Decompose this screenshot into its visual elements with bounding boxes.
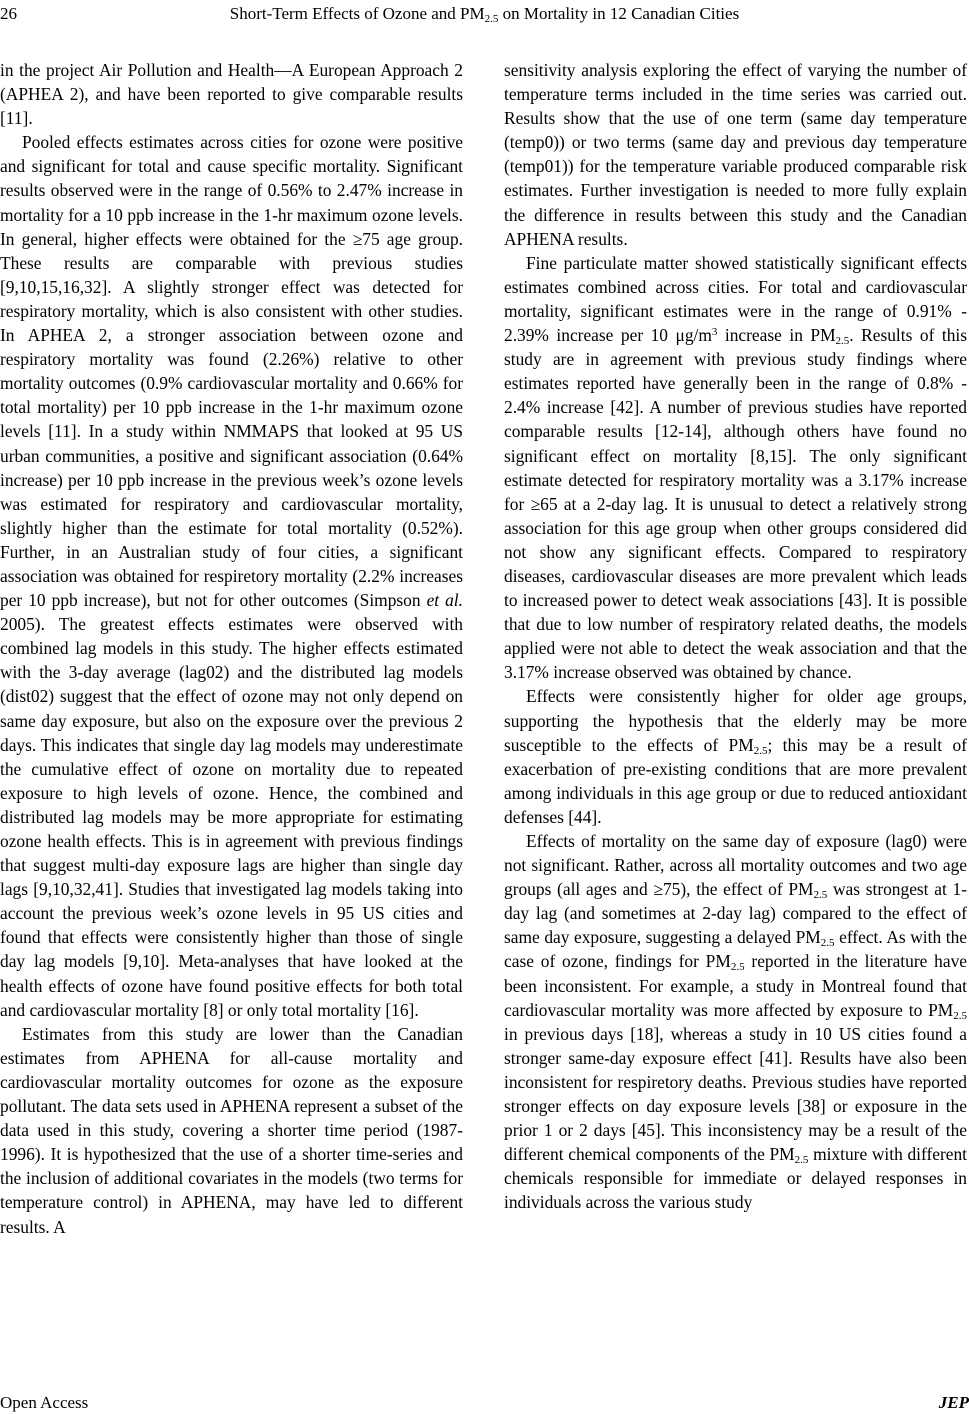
- text: Effects were consistently higher for older age groups, supporting the hypothesis that the elderly may be more susceptible to the effects of PM: [504, 686, 967, 755]
- text: . Results of this study are in agreement with previous study findings where estimates reported have generally been in the range of 0.8% - 2.4% increase [42]. A number of previous studies have reported comparable results [12-14], although others have found no significant effect on mortality [8,15]. The only significant estimate detected for respiratory mortality was a 3.17% increase for ≥65 at a 2-day lag. It is unusual to detect a relatively strong association for this age group when other groups considered did not show any significant effects. Compared to respiratory diseases, cardiovascular diseases are more prevalent which leads to increased power to detect weak associations [43]. It is possible that due to low number of respiratory related deaths, the models applied were not able to detect the weak association and that the 3.17% increase observed was obtained by chance.: [504, 325, 967, 683]
- page-number: 26: [0, 4, 17, 23]
- left-paragraph-3: Estimates from this study are lower than the Canadian estimates from APHENA for all-cause mortality and cardiovascular mortality outcomes for ozone as the exposure pollutant. The data sets used in APHENA represent a subset of the data used in this study, covering a shorter time period (1987-1996). It is hypothesized that the use of a shorter time-series and the inclusion of additional covariates in the models (two terms for temperature control) in APHENA, may have led to different results. A: [0, 1023, 463, 1237]
- superscript: 3: [711, 326, 718, 339]
- left-paragraph-2-text: Pooled effects estimates across cities for ozone were positive and significant for total and cause specific mortality. Significant results observed were in the range of 0.56% to 2.47% increase in mortality for a 10 ppb increase in the 1-hr maximum ozone levels. In general, higher effects were obtained for the ≥75 age group. These results are comparable with previous studies [9,10,15,16,32]. A slightly stronger effect was detected for respiratory mortality, which is also consistent with other studies. In APHEA 2, a stronger association between ozone and respiratory mortality was found (2.26%) relative to other mortality outcomes (0.9% cardiovascular mortality and 0.66% for total mortality) per 10 ppb increase in the 1-hr maximum ozone levels [11]. In a study within NMMAPS that looked at 95 US urban communities, a positive and significant association (0.64% increase) per 10 ppb increase in the previous week’s ozone levels was estimated for respiratory and cardiovascular mortality, slightly higher than the estimate for total mortality (0.52%). Further, in an Australian study of four cities, a significant association was obtained for respiretory mortality (2.2% increases per 10 ppb increase), but not for other outcomes (Simpson: [0, 132, 463, 611]
- subscript: 2.5: [820, 937, 835, 950]
- left-paragraph-2-rest: 2005). The greatest effects estimates were observed with combined lag models in this study. The higher effects estimated with the 3-day average (lag02) and the distributed lag models (dist02) suggest that the effect of ozone may not only depend on same day exposure, but also on the exposure over the previous 2 days. This indicates that single day lag models may underestimate the cumulative effect of ozone on mortality due to repeated exposure to high levels of ozone. Hence, the combined and distributed lag models may be more appropriate for estimating ozone health effects. This is in agreement with previous findings that suggest multi-day exposure lags are higher than single day lags [9,10,32,41]. Studies that investigated lag models taking into account the previous week’s ozone levels in 95 US cities and found that effects were consistently higher than those of single day lag models [9,10]. Meta-analyses that have looked at the health effects of ozone have found positive effects for both total and cardiovascular mortality [8] or only total mortality [16].: [0, 614, 463, 1020]
- text: ; this may be a result of exacerbation of pre-existing conditions that are more prevalent among individuals in this age group or due to reduced antioxidant defenses [44].: [504, 734, 967, 827]
- right-paragraph-4: [504, 829, 967, 1215]
- subscript: 2.5: [813, 889, 828, 902]
- text: effect. As with the case of ozone, findings for PM: [504, 927, 967, 972]
- text: reported in the literature have been inconsistent. For example, a study in Montreal found that cardiovascular mortality was more affected by exposure to PM: [504, 951, 967, 1020]
- text: was strongest at 1-day lag (and sometimes at 2-day lag) compared to the effect of same day exposure, suggesting a delayed PM: [504, 879, 967, 948]
- left-paragraph-2: [0, 130, 463, 1021]
- subscript: 2.5: [794, 1154, 809, 1167]
- footer-journal-name: JEP: [938, 1393, 969, 1412]
- text: increase in PM: [717, 325, 836, 346]
- running-title-subscript: 2.5: [484, 13, 499, 25]
- subscript: 2.5: [730, 961, 745, 974]
- left-column: [0, 58, 463, 1239]
- subscript: 2.5: [835, 335, 850, 348]
- left-paragraph-2-italic: et al.: [426, 590, 463, 611]
- right-column: [504, 58, 967, 1215]
- text: Effects of mortality on the same day of exposure (lag0) were not significant. Rather, across all mortality outcomes and two age groups (all ages and ≥75), the effect of PM: [504, 831, 967, 900]
- subscript: 2.5: [753, 744, 768, 757]
- running-title-text-end: on Mortality in 12 Canadian Cities: [498, 4, 740, 23]
- subscript: 2.5: [953, 1009, 967, 1022]
- running-title: [0, 4, 969, 24]
- footer-open-access: Open Access: [0, 1393, 89, 1412]
- right-paragraph-2: [504, 251, 967, 685]
- text: in previous days [18], whereas a study in 10 US cities found a stronger same-day exposure effect [41]. Results have also been inconsistent for respiretory deaths. Previous studies have reported stronger effects on day exposure levels [38] or exposure in the prior 1 or 2 days [45]. This inconsistency may be a result of the different chemical components of the PM: [504, 1023, 967, 1165]
- text: Fine particulate matter showed statistically significant effects estimates combined across cities. For total and cardiovascular mortality, significant estimates were in the range of 0.91% - 2.39% increase per 10 μg/m: [504, 252, 967, 346]
- right-paragraph-1: sensitivity analysis exploring the effect of varying the number of temperature terms included in the time series was carried out. Results show that the use of one term (same day temperature (temp0)) or two terms (same day and previous day temperature (temp01)) for the temperature variable produced comparable risk estimates. Further investigation is needed to more fully explain the difference in results between this study and the Canadian APHENA results.: [504, 60, 967, 249]
- left-paragraph-1: in the project Air Pollution and Health—A European Approach 2 (APHEA 2), and have been reported to give comparable results [11].: [0, 60, 463, 129]
- running-title-text: Short-Term Effects of Ozone and PM: [229, 4, 485, 23]
- text: mixture with different chemicals responsible for immediate or delayed responses in individuals across the various study: [504, 1144, 967, 1213]
- right-paragraph-3: [504, 684, 967, 829]
